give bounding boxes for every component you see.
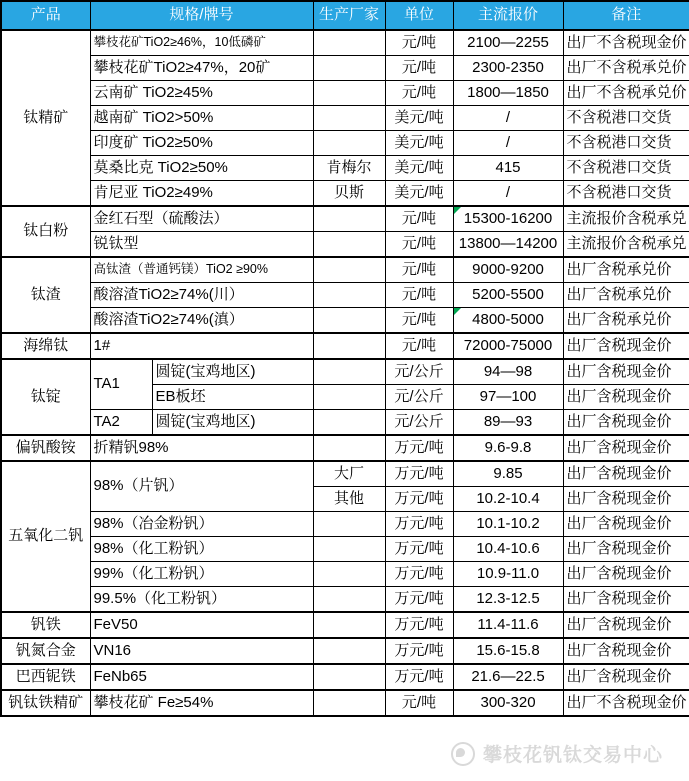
unit-cell: 万元/吨 — [385, 664, 453, 690]
price-cell: 12.3-12.5 — [453, 587, 563, 613]
price-cell: 1800—1850 — [453, 81, 563, 106]
price-cell: / — [453, 131, 563, 156]
unit-cell: 万元/吨 — [385, 512, 453, 537]
factory-cell — [313, 56, 385, 81]
note-cell: 出厂含税现金价 — [563, 435, 689, 461]
note-cell: 出厂含税现金价 — [563, 664, 689, 690]
unit-cell: 元/吨 — [385, 56, 453, 81]
unit-cell: 元/吨 — [385, 283, 453, 308]
column-header: 生产厂家 — [313, 1, 385, 30]
spec-cell: 酸溶渣TiO2≥74%(川） — [90, 283, 313, 308]
note-cell: 出厂含税现金价 — [563, 512, 689, 537]
table-row — [1, 461, 689, 487]
price-cell: 89—93 — [453, 410, 563, 436]
unit-cell: 元/吨 — [385, 206, 453, 232]
spec2-cell: 圆锭(宝鸡地区) — [152, 359, 313, 385]
note-cell: 出厂不含税现金价 — [563, 30, 689, 56]
spec-cell: 攀枝花矿TiO2≥47%，20矿 — [90, 56, 313, 81]
price-cell: / — [453, 181, 563, 207]
price-cell: 4800-5000 — [453, 308, 563, 334]
factory-cell: 贝斯 — [313, 181, 385, 207]
unit-cell: 元/公斤 — [385, 410, 453, 436]
unit-cell: 元/吨 — [385, 308, 453, 334]
product-cell: 钒氮合金 — [1, 638, 90, 664]
factory-cell — [313, 435, 385, 461]
product-cell: 海绵钛 — [1, 333, 90, 359]
factory-cell — [313, 537, 385, 562]
table-row — [1, 156, 689, 181]
column-header: 备注 — [563, 1, 689, 30]
note-cell: 出厂含税承兑价 — [563, 257, 689, 283]
note-cell: 出厂含税现金价 — [563, 359, 689, 385]
note-cell: 不含税港口交货 — [563, 156, 689, 181]
table-row — [1, 587, 689, 613]
unit-cell: 万元/吨 — [385, 487, 453, 512]
factory-cell — [313, 30, 385, 56]
table-row — [1, 232, 689, 258]
spec-cell: FeNb65 — [90, 664, 313, 690]
unit-cell: 万元/吨 — [385, 461, 453, 487]
unit-cell: 美元/吨 — [385, 181, 453, 207]
note-cell: 出厂含税现金价 — [563, 410, 689, 436]
unit-cell: 万元/吨 — [385, 638, 453, 664]
note-cell: 出厂不含税现金价 — [563, 690, 689, 716]
spec-sub-cell: TA2 — [90, 410, 152, 436]
table-row — [1, 56, 689, 81]
unit-cell: 美元/吨 — [385, 106, 453, 131]
factory-cell — [313, 664, 385, 690]
spec-cell: 98%（化工粉钒） — [90, 537, 313, 562]
factory-cell — [313, 612, 385, 638]
note-cell: 主流报价含税承兑 — [563, 206, 689, 232]
spec-cell: 99%（化工粉钒） — [90, 562, 313, 587]
watermark-text: 攀枝花钒钛交易中心 — [482, 745, 663, 766]
price-cell: 94—98 — [453, 359, 563, 385]
spec-cell: 1# — [90, 333, 313, 359]
spec-cell: 金红石型（硫酸法） — [90, 206, 313, 232]
factory-cell: 大厂 — [313, 461, 385, 487]
unit-cell: 元/公斤 — [385, 359, 453, 385]
factory-cell — [313, 81, 385, 106]
note-cell: 主流报价含税承兑 — [563, 232, 689, 258]
product-cell: 钛渣 — [1, 257, 90, 333]
spec-cell: 98%（片钒） — [90, 461, 313, 512]
exchange-logo-icon — [451, 742, 475, 766]
table-row — [1, 308, 689, 334]
factory-cell — [313, 257, 385, 283]
factory-cell — [313, 410, 385, 436]
column-header: 单位 — [385, 1, 453, 30]
price-cell: 415 — [453, 156, 563, 181]
note-cell: 出厂含税承兑价 — [563, 308, 689, 334]
column-header: 主流报价 — [453, 1, 563, 30]
spec-sub-cell: TA1 — [90, 359, 152, 410]
unit-cell: 元/吨 — [385, 257, 453, 283]
spec-cell: VN16 — [90, 638, 313, 664]
table-row — [1, 612, 689, 638]
product-cell: 钒铁 — [1, 612, 90, 638]
unit-cell: 美元/吨 — [385, 156, 453, 181]
price-cell: 9.6-9.8 — [453, 435, 563, 461]
price-cell: 2300-2350 — [453, 56, 563, 81]
factory-cell — [313, 106, 385, 131]
note-cell: 出厂含税现金价 — [563, 385, 689, 410]
table-row — [1, 106, 689, 131]
note-cell: 出厂含税现金价 — [563, 587, 689, 613]
factory-cell — [313, 385, 385, 410]
table-row — [1, 359, 689, 385]
table-row — [1, 81, 689, 106]
table-row — [1, 333, 689, 359]
table-row — [1, 664, 689, 690]
product-cell: 钒钛铁精矿 — [1, 690, 90, 716]
product-cell: 巴西铌铁 — [1, 664, 90, 690]
spec-cell: 酸溶渣TiO2≥74%(滇） — [90, 308, 313, 334]
spec-cell: 莫桑比克 TiO2≥50% — [90, 156, 313, 181]
unit-cell: 万元/吨 — [385, 562, 453, 587]
spec-cell: 印度矿 TiO2≥50% — [90, 131, 313, 156]
price-cell: 15300-16200 — [453, 206, 563, 232]
product-cell: 五氧化二钒 — [1, 461, 90, 612]
table-row — [1, 512, 689, 537]
price-cell: 13800—14200 — [453, 232, 563, 258]
price-cell: 10.1-10.2 — [453, 512, 563, 537]
unit-cell: 元/吨 — [385, 690, 453, 716]
price-cell: 9000-9200 — [453, 257, 563, 283]
unit-cell: 万元/吨 — [385, 612, 453, 638]
factory-cell — [313, 206, 385, 232]
spec-cell: FeV50 — [90, 612, 313, 638]
note-cell: 出厂含税现金价 — [563, 562, 689, 587]
spec-cell: 99.5%（化工粉钒） — [90, 587, 313, 613]
green-triangle-marker — [454, 308, 461, 315]
price-cell: 11.4-11.6 — [453, 612, 563, 638]
note-cell: 出厂不含税承兑价 — [563, 81, 689, 106]
table-row — [1, 562, 689, 587]
price-cell: 15.6-15.8 — [453, 638, 563, 664]
factory-cell — [313, 690, 385, 716]
price-cell: 72000-75000 — [453, 333, 563, 359]
factory-cell — [313, 512, 385, 537]
spec-cell: 攀枝花矿 Fe≥54% — [90, 690, 313, 716]
note-cell: 出厂含税现金价 — [563, 333, 689, 359]
note-cell: 出厂含税现金价 — [563, 638, 689, 664]
factory-cell — [313, 359, 385, 385]
price-cell: / — [453, 106, 563, 131]
watermark — [451, 740, 663, 767]
note-cell: 出厂含税现金价 — [563, 461, 689, 487]
factory-cell: 肯梅尔 — [313, 156, 385, 181]
table-row — [1, 537, 689, 562]
factory-cell — [313, 283, 385, 308]
table-row — [1, 30, 689, 56]
spec2-cell: 圆锭(宝鸡地区) — [152, 410, 313, 436]
unit-cell: 元/吨 — [385, 81, 453, 106]
unit-cell: 万元/吨 — [385, 435, 453, 461]
factory-cell — [313, 232, 385, 258]
unit-cell: 元/吨 — [385, 232, 453, 258]
spec-cell: 越南矿 TiO2>50% — [90, 106, 313, 131]
note-cell: 出厂含税现金价 — [563, 537, 689, 562]
spec-cell: 攀枝花矿TiO2≥46%，10低磷矿 — [90, 30, 313, 56]
factory-cell: 其他 — [313, 487, 385, 512]
product-cell: 钛锭 — [1, 359, 90, 435]
spec-cell: 肯尼亚 TiO2≥49% — [90, 181, 313, 207]
product-cell: 钛精矿 — [1, 30, 90, 206]
factory-cell — [313, 638, 385, 664]
column-header: 规格/牌号 — [90, 1, 313, 30]
spec-cell: 98%（冶金粉钒） — [90, 512, 313, 537]
unit-cell: 万元/吨 — [385, 537, 453, 562]
table-row — [1, 283, 689, 308]
table-row — [1, 435, 689, 461]
note-cell: 不含税港口交货 — [563, 131, 689, 156]
note-cell: 不含税港口交货 — [563, 181, 689, 207]
factory-cell — [313, 131, 385, 156]
column-header: 产品 — [1, 1, 90, 30]
product-cell: 偏钒酸铵 — [1, 435, 90, 461]
note-cell: 出厂含税现金价 — [563, 487, 689, 512]
table-row — [1, 690, 689, 716]
factory-cell — [313, 587, 385, 613]
green-triangle-marker — [454, 207, 461, 214]
factory-cell — [313, 333, 385, 359]
spec-cell: 折精钒98% — [90, 435, 313, 461]
price-cell: 10.2-10.4 — [453, 487, 563, 512]
unit-cell: 元/吨 — [385, 30, 453, 56]
table-row — [1, 410, 689, 436]
unit-cell: 元/公斤 — [385, 385, 453, 410]
factory-cell — [313, 308, 385, 334]
factory-cell — [313, 562, 385, 587]
price-cell: 300-320 — [453, 690, 563, 716]
price-cell: 97—100 — [453, 385, 563, 410]
unit-cell: 美元/吨 — [385, 131, 453, 156]
note-cell: 出厂含税现金价 — [563, 612, 689, 638]
table-row — [1, 257, 689, 283]
product-cell: 钛白粉 — [1, 206, 90, 257]
unit-cell: 元/吨 — [385, 333, 453, 359]
note-cell: 出厂含税承兑价 — [563, 283, 689, 308]
price-cell: 10.9-11.0 — [453, 562, 563, 587]
header-row — [1, 1, 689, 30]
price-cell: 21.6—22.5 — [453, 664, 563, 690]
spec-cell: 锐钛型 — [90, 232, 313, 258]
table-body — [1, 30, 689, 716]
note-cell: 不含税港口交货 — [563, 106, 689, 131]
unit-cell: 万元/吨 — [385, 587, 453, 613]
spec-cell: 云南矿 TiO2≥45% — [90, 81, 313, 106]
price-cell: 10.4-10.6 — [453, 537, 563, 562]
price-cell: 2100—2255 — [453, 30, 563, 56]
price-cell: 9.85 — [453, 461, 563, 487]
table-row — [1, 131, 689, 156]
note-cell: 出厂不含税承兑价 — [563, 56, 689, 81]
table-row — [1, 638, 689, 664]
table-row — [1, 206, 689, 232]
spec-cell: 高钛渣（普通钙镁）TiO2 ≥90% — [90, 257, 313, 283]
spec2-cell: EB板坯 — [152, 385, 313, 410]
price-cell: 5200-5500 — [453, 283, 563, 308]
table-row — [1, 181, 689, 207]
table-header-row — [1, 1, 689, 30]
